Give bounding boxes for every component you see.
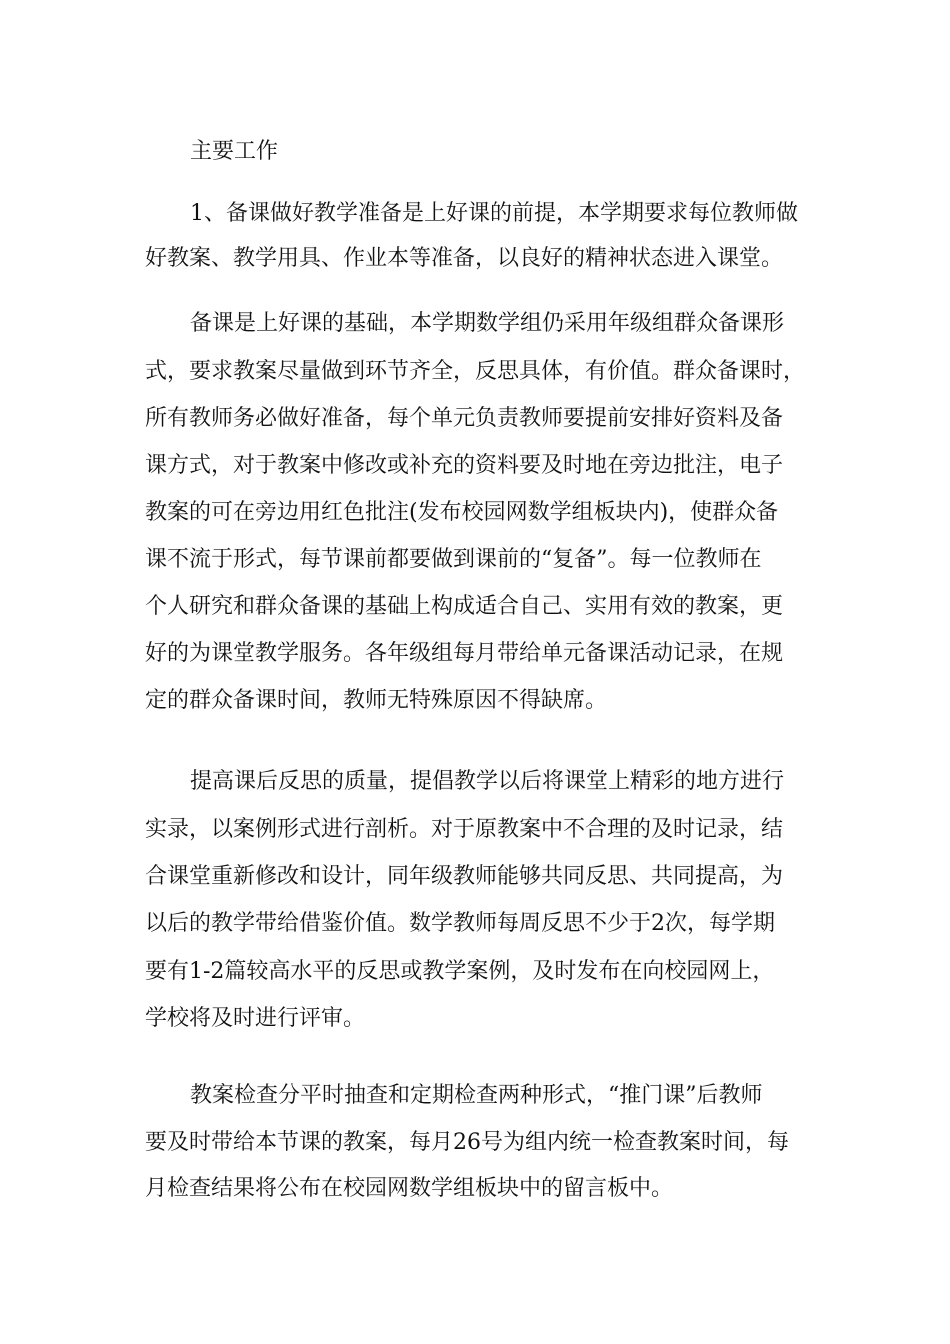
paragraph-2-line-4: 课方式，对于教案中修改或补充的资料要及时地在旁边批注，电子 — [145, 453, 784, 478]
paragraph-3-line-2: 实录，以案例形式进行剖析。对于原教案中不合理的及时记录，结 — [145, 817, 784, 842]
paragraph-2-line-8: 好的为课堂教学服务。各年级组每月带给单元备课活动记录，在规 — [145, 641, 784, 666]
paragraph-2-line-1: 备课是上好课的基础，本学期数学组仍采用年级组群众备课形 — [190, 311, 785, 336]
paragraph-3-line-5: 要有1-2篇较高水平的反思或教学案例，及时发布在向校园网上， — [145, 959, 775, 984]
paragraph-2-line-5: 教案的可在旁边用红色批注(发布校园网数学组板块内)，使群众备 — [145, 500, 779, 525]
paragraph-4-line-2: 要及时带给本节课的教案，每月26号为组内统一检查教案时间，每 — [145, 1130, 789, 1155]
paragraph-3-line-3: 合课堂重新修改和设计，同年级教师能够共同反思、共同提高，为 — [145, 864, 784, 889]
paragraph-2-line-6: 课不流于形式，每节课前都要做到课前的“复备”。每一位教师在 — [145, 547, 762, 572]
paragraph-3-line-4: 以后的教学带给借鉴价值。数学教师每周反思不少于2次，每学期 — [145, 911, 775, 936]
paragraph-2-line-3: 所有教师务必做好准备，每个单元负责教师要提前安排好资料及备 — [145, 406, 784, 431]
paragraph-2-line-2: 式，要求教案尽量做到环节齐全，反思具体，有价值。群众备课时， — [145, 359, 806, 384]
paragraph-4-line-1: 教案检查分平时抽查和定期检查两种形式，“推门课”后教师 — [190, 1083, 763, 1108]
paragraph-1-line-1: 1、备课做好教学准备是上好课的前提，本学期要求每位教师做 — [190, 201, 798, 226]
paragraph-3-line-6: 学校将及时进行评审。 — [145, 1006, 366, 1031]
paragraph-2-line-9: 定的群众备课时间，教师无特殊原因不得缺席。 — [145, 688, 608, 713]
paragraph-3-line-1: 提高课后反思的质量，提倡教学以后将课堂上精彩的地方进行 — [190, 769, 785, 794]
paragraph-1-line-2: 好教案、教学用具、作业本等准备，以良好的精神状态进入课堂。 — [145, 246, 784, 271]
paragraph-4-line-3: 月检查结果将公布在校园网数学组板块中的留言板中。 — [145, 1176, 674, 1201]
section-heading: 主要工作 — [190, 139, 279, 164]
paragraph-2-line-7: 个人研究和群众备课的基础上构成适合自己、实用有效的教案，更 — [145, 594, 784, 619]
